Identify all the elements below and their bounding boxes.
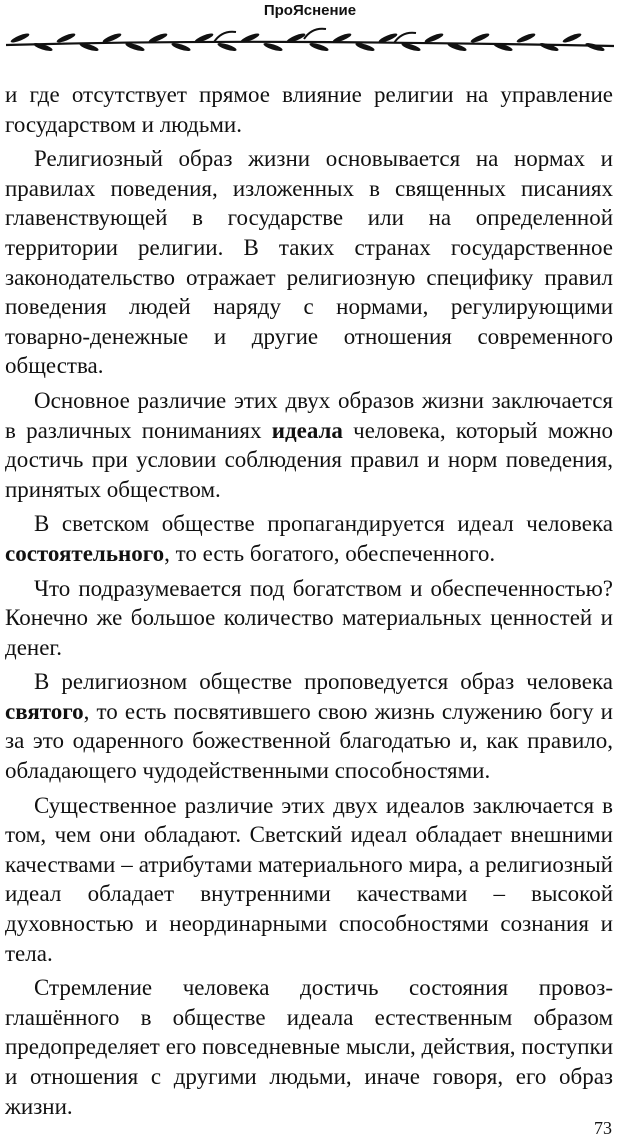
body-text bbox=[5, 80, 613, 1126]
paragraph-text: В светском обществе пропагандируется идеал человека bbox=[34, 511, 613, 537]
paragraph-text: Стремление человека достичь состояния провозглашённого в обществе идеала естественным образом предопределяет его повседневные мысли, действия, поступки и отношения с другими людьми, иначе говоря, его образ жизни. bbox=[5, 975, 613, 1119]
paragraph-text: Основное различие этих двух образов жизни заключается в различных пониманиях bbox=[5, 387, 613, 443]
paragraph bbox=[5, 80, 613, 139]
paragraph-text: , то есть посвятившего свою жизнь служению богу и за это одаренного божественной благодатью и, как правило, обладающего чудодейственными способностями. bbox=[5, 698, 613, 784]
paragraph bbox=[5, 791, 613, 969]
paragraph-text: Что подразумевается под богатством и обеспеченностью? Конечно же большое количество материальных ценностей и денег. bbox=[5, 575, 613, 660]
paragraph bbox=[5, 574, 613, 663]
leafy-vine-divider-icon bbox=[4, 22, 616, 54]
page-header bbox=[0, 0, 620, 56]
vine-curl bbox=[214, 32, 236, 42]
running-header-title: ПроЯснение bbox=[263, 2, 357, 19]
leaf-shape bbox=[263, 41, 284, 52]
paragraph-text: и где отсутствует прямое влияние религии на управление государством и людьми. bbox=[5, 82, 613, 137]
paragraph-text: , то есть богатого, обеспеченного. bbox=[164, 540, 496, 566]
bold-term: идеала bbox=[271, 417, 343, 443]
leaf-shape bbox=[516, 32, 536, 44]
paragraph-text: Существенное различие этих двух идеалов заключается в том, чем они обладают. Светский идеал обладает внешними качествами – атрибутами материального мира, а религиозный идеал обладает внутренними качествами – высокой духовностью и неординарными способностями сознания и тела. bbox=[5, 792, 613, 966]
paragraph-text: человека, который можно достичь при условии соблюдения правил и норм поведения, принятых обществом. bbox=[5, 417, 613, 502]
vine-curl bbox=[304, 29, 326, 39]
page-number: 73 bbox=[594, 1118, 612, 1138]
leaf-shape bbox=[585, 41, 606, 52]
paragraph bbox=[5, 973, 613, 1121]
vine-curl bbox=[394, 33, 416, 43]
paragraph bbox=[5, 509, 613, 568]
paragraph bbox=[5, 386, 613, 504]
leaf-shape bbox=[10, 32, 30, 44]
paragraph bbox=[5, 667, 613, 785]
leaf-shape bbox=[562, 32, 582, 44]
paragraph bbox=[5, 144, 613, 381]
bold-term: состоятельного bbox=[5, 540, 165, 566]
paragraph-text: Религиозный образ жизни основывается на нормах и правилах поведения, изложенных в священных писаниях главенствующей в государстве или на определенной территории религии. В таких странах государственное законодательство отражает религиозную специфику правил поведения людей наряду с нормами, регулирующими товарно-денежные и другие отношения современного общества. bbox=[5, 146, 613, 379]
bold-term: святого bbox=[5, 698, 84, 724]
leaf-shape bbox=[470, 32, 490, 44]
leaf-shape bbox=[217, 41, 238, 52]
leaf-shape bbox=[56, 32, 76, 44]
leaf-shape bbox=[539, 41, 560, 52]
paragraph-text: В религиозном обществе проповедуется образ человека bbox=[34, 669, 613, 695]
